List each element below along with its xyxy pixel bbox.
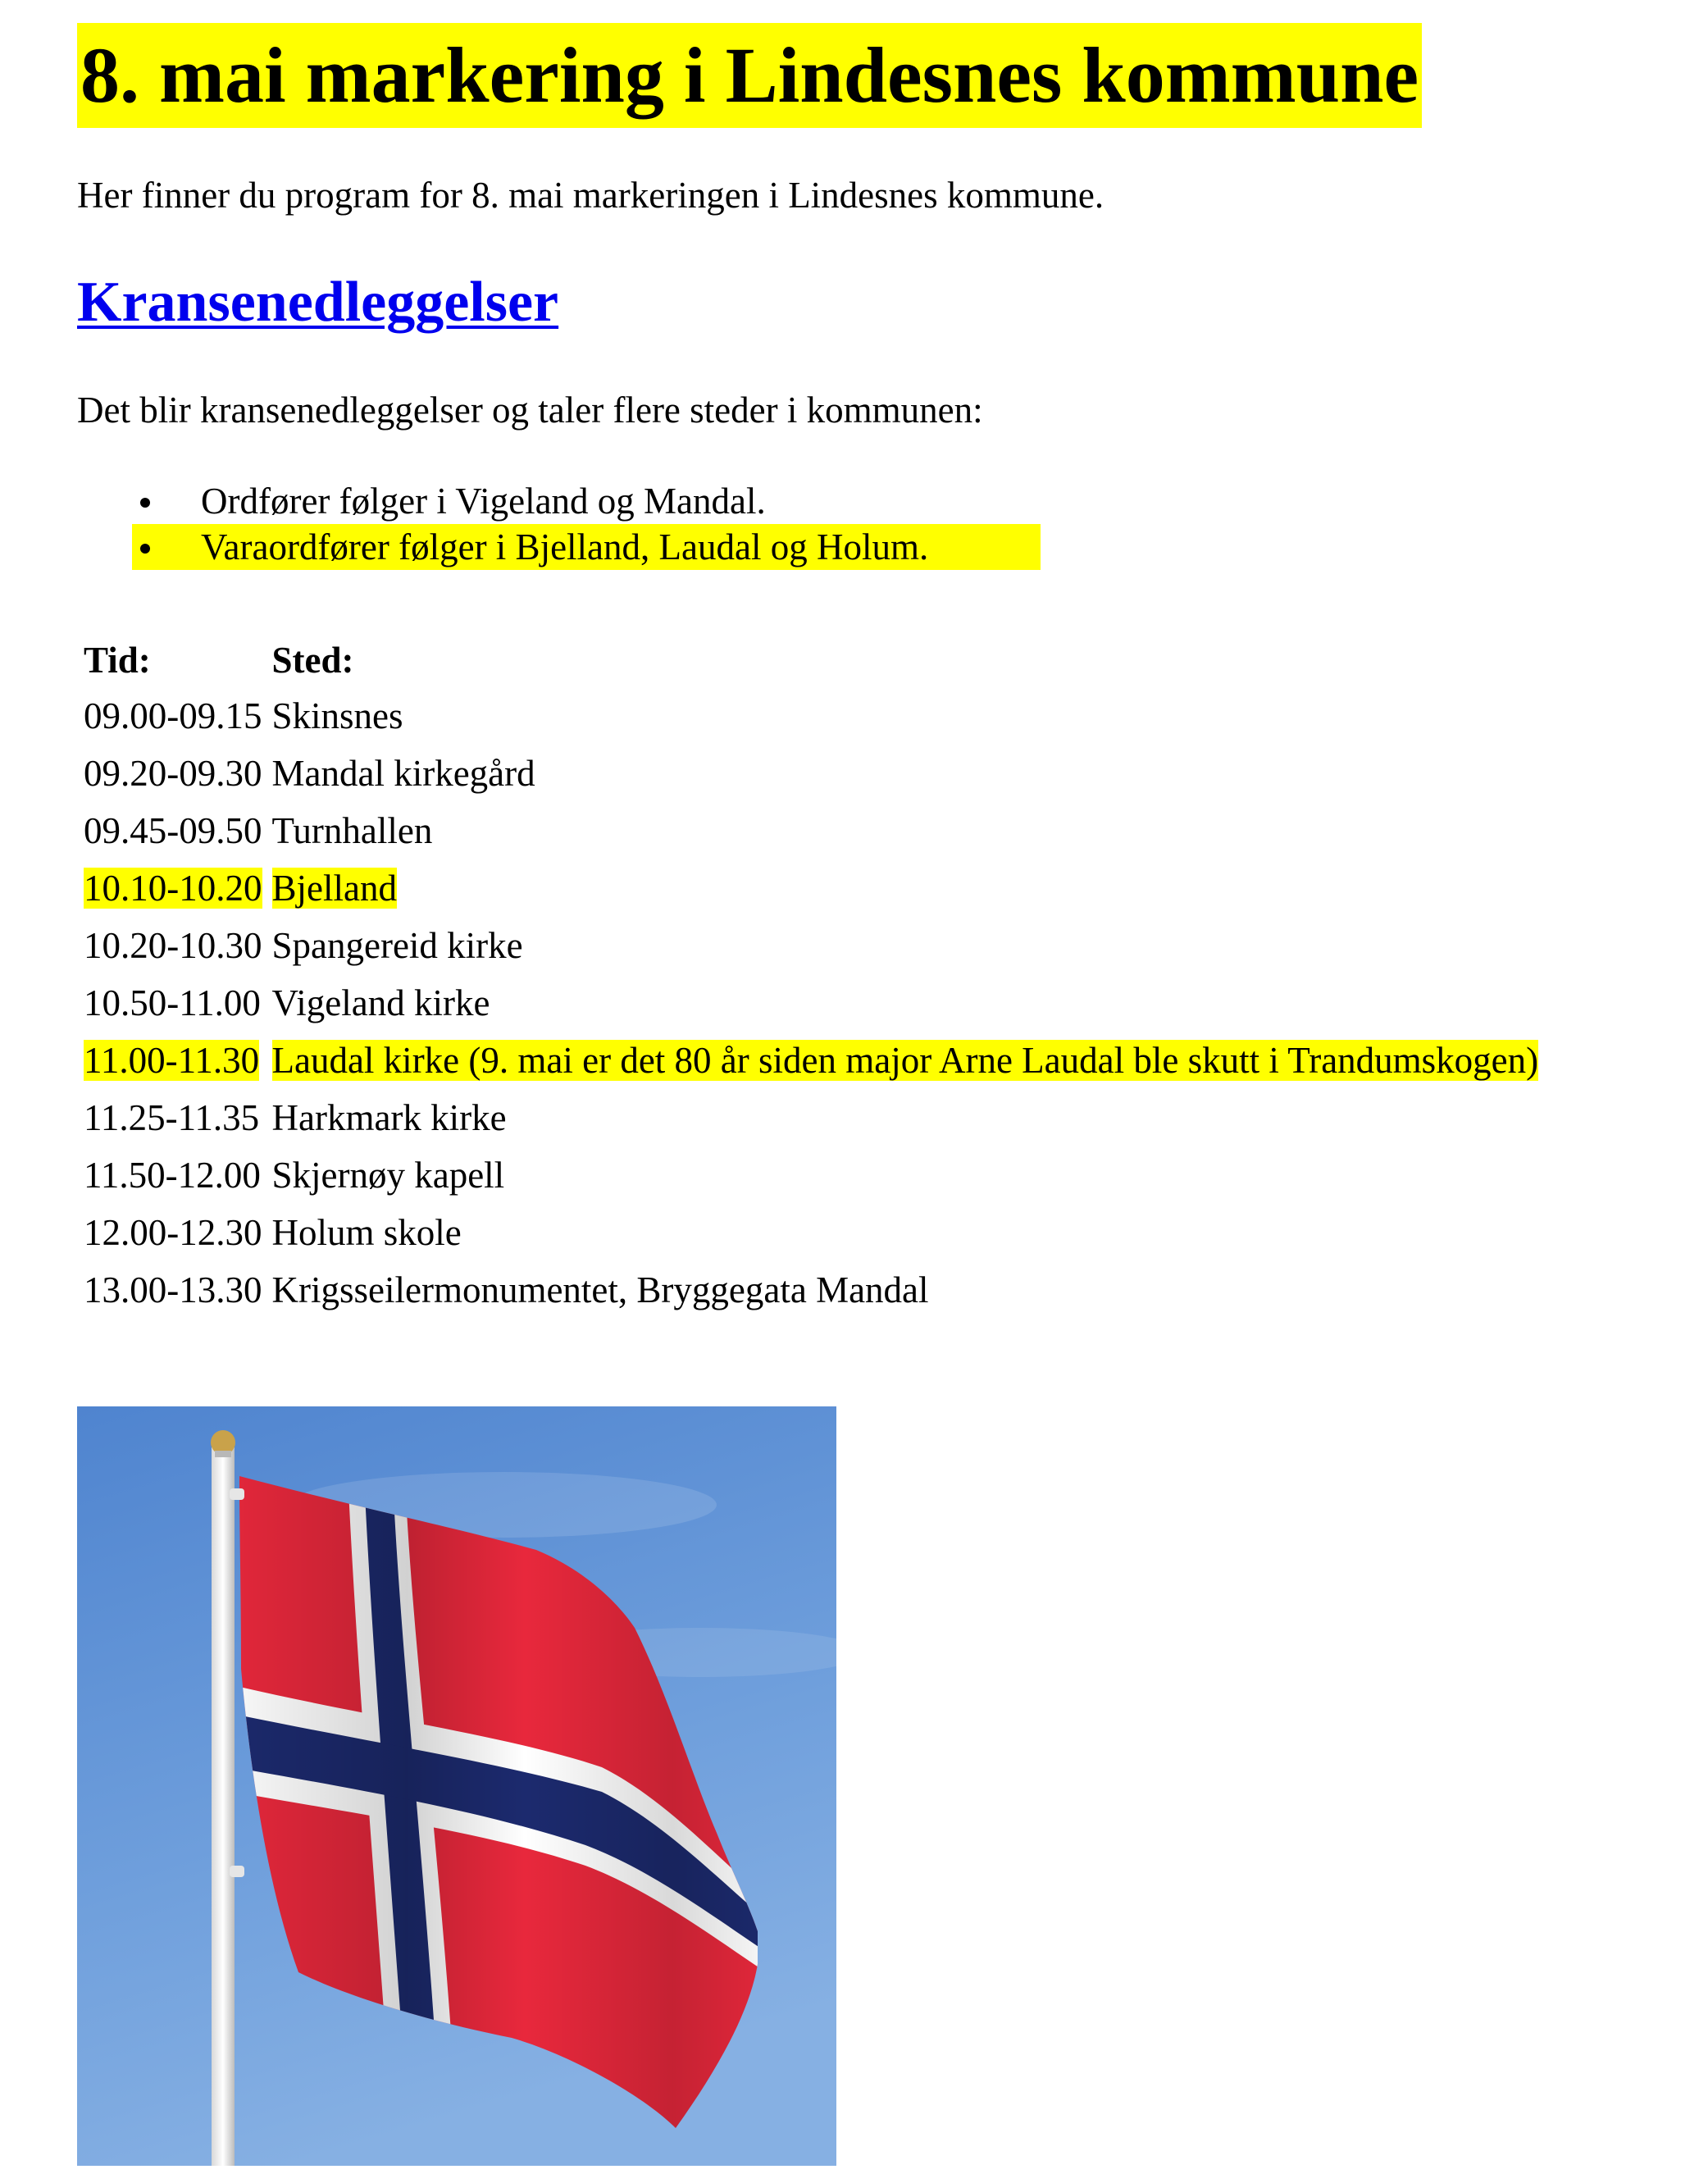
place-cell xyxy=(272,1263,1539,1320)
time-cell xyxy=(84,689,272,746)
lead-text: Det blir kransenedleggelser og taler flere steder i kommunen: xyxy=(77,390,983,431)
table-row xyxy=(84,689,1538,746)
norwegian-flag-image xyxy=(77,1406,836,2166)
place-text: Laudal kirke (9. mai er det 80 år siden major Arne Laudal ble skutt i Trandumskogen) xyxy=(271,1040,1539,1081)
time-cell xyxy=(84,1148,272,1205)
intro-text: Her finner du program for 8. mai markeringen i Lindesnes kommune. xyxy=(77,175,1105,216)
list-item-text: Ordfører følger i Vigeland og Mandal. xyxy=(201,481,766,522)
list-item-text: Varaordfører følger i Bjelland, Laudal og Holum. xyxy=(201,526,929,567)
time-text: 11.00-11.30 xyxy=(84,1040,260,1081)
time-cell xyxy=(84,1263,272,1320)
time-text: 12.00-12.30 xyxy=(84,1212,262,1253)
time-text: 11.25-11.35 xyxy=(84,1097,260,1138)
bullet-icon xyxy=(140,498,150,508)
header-time: Tid: xyxy=(84,640,151,681)
time-cell xyxy=(84,976,272,1033)
time-cell xyxy=(84,1033,272,1091)
schedule-table xyxy=(84,631,1538,1320)
place-cell xyxy=(272,861,1539,918)
table-row xyxy=(84,976,1538,1033)
place-text: Mandal kirkegård xyxy=(271,753,535,794)
place-text: Vigeland kirke xyxy=(271,982,490,1023)
header-place: Sted: xyxy=(271,640,354,681)
section-heading xyxy=(77,267,558,338)
place-text: Krigsseilermonumentet, Bryggegata Mandal xyxy=(271,1269,929,1310)
place-cell xyxy=(272,746,1539,804)
place-cell xyxy=(272,689,1539,746)
table-row xyxy=(84,1091,1538,1148)
table-row xyxy=(84,1205,1538,1263)
table-row xyxy=(84,804,1538,861)
place-cell xyxy=(272,1148,1539,1205)
table-row xyxy=(84,746,1538,804)
place-cell xyxy=(272,918,1539,976)
time-text: 13.00-13.30 xyxy=(84,1269,262,1310)
table-row xyxy=(84,1148,1538,1205)
table-row xyxy=(84,918,1538,976)
time-text: 10.50-11.00 xyxy=(84,982,261,1023)
kransenedleggelser-link[interactable]: Kransenedleggelser xyxy=(77,271,559,334)
place-cell xyxy=(272,976,1539,1033)
time-cell xyxy=(84,918,272,976)
table-row xyxy=(84,1263,1538,1320)
time-text: 09.45-09.50 xyxy=(84,810,262,851)
place-text: Turnhallen xyxy=(271,810,433,851)
place-text: Spangereid kirke xyxy=(271,925,523,966)
place-text: Harkmark kirke xyxy=(271,1097,507,1138)
table-row xyxy=(84,861,1538,918)
place-cell xyxy=(272,1091,1539,1148)
place-text: Bjelland xyxy=(271,868,397,909)
table-row xyxy=(84,1033,1538,1091)
time-text: 10.10-10.20 xyxy=(84,868,262,909)
table-header-row xyxy=(84,631,1538,689)
time-cell xyxy=(84,861,272,918)
bullet-icon xyxy=(140,544,150,554)
time-cell xyxy=(84,1205,272,1263)
list-item xyxy=(135,478,928,524)
time-text: 10.20-10.30 xyxy=(84,925,262,966)
place-text: Holum skole xyxy=(271,1212,462,1253)
bullet-list xyxy=(135,478,928,570)
time-cell xyxy=(84,1091,272,1148)
page-title: 8. mai markering i Lindesnes kommune xyxy=(77,23,1422,128)
time-cell xyxy=(84,804,272,861)
time-text: 09.20-09.30 xyxy=(84,753,262,794)
time-cell xyxy=(84,746,272,804)
place-cell xyxy=(272,1033,1539,1091)
place-text: Skinsnes xyxy=(271,695,403,736)
place-cell xyxy=(272,804,1539,861)
list-item xyxy=(135,524,928,570)
time-text: 11.50-12.00 xyxy=(84,1155,261,1196)
place-cell xyxy=(272,1205,1539,1263)
place-text: Skjernøy kapell xyxy=(271,1155,505,1196)
time-text: 09.00-09.15 xyxy=(84,695,262,736)
